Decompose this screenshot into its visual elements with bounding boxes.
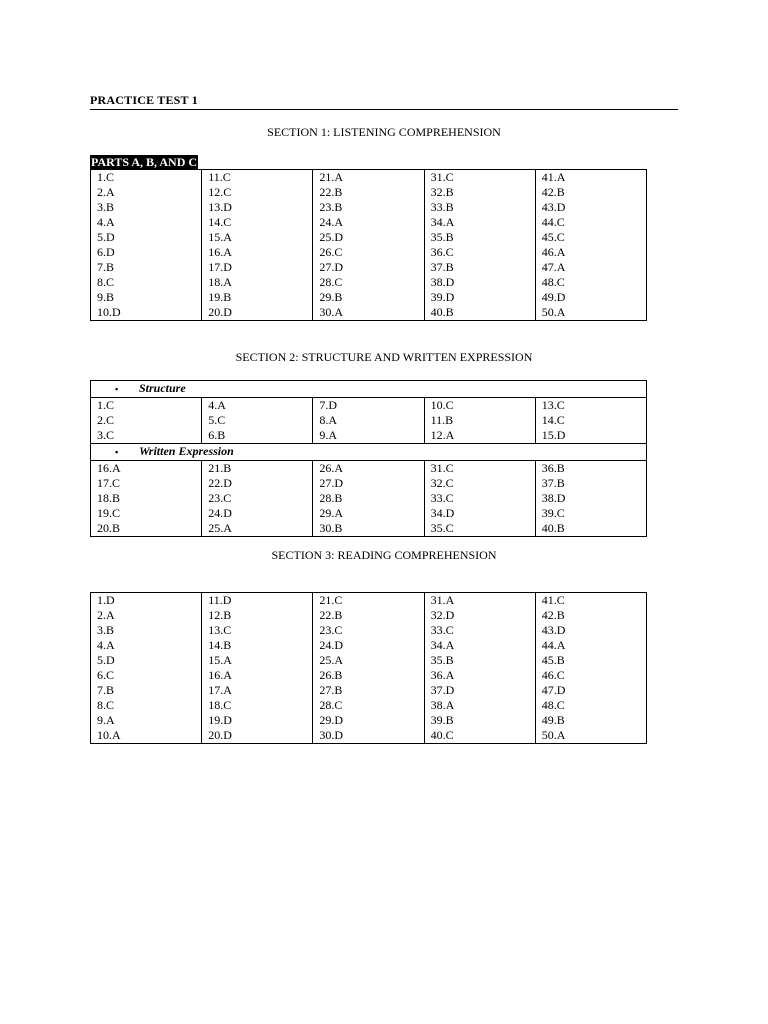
answer-cell: 4.A [97, 638, 115, 652]
answer-cell: 46.C [535, 668, 646, 683]
answer-cell: 36.C [424, 245, 535, 260]
answer-cell: 6.B [202, 428, 313, 444]
answer-cell: 23.B [313, 200, 424, 215]
answer-cell: 24.D [202, 506, 313, 521]
answer-cell: 9.A [97, 713, 115, 727]
answer-row [91, 275, 647, 290]
answer-cell: 4.A [97, 215, 115, 229]
answer-cell: 22.D [202, 476, 313, 491]
answer-cell: 21.A [313, 170, 424, 186]
answer-cell: 32.B [424, 185, 535, 200]
structure-subheader [91, 381, 647, 398]
bullet-icon: ▪ [115, 447, 119, 457]
answer-cell: 8.C [97, 698, 115, 712]
answer-cell: 22.B [313, 185, 424, 200]
answer-cell: 26.C [313, 245, 424, 260]
answer-row [91, 230, 647, 245]
answer-cell: 19.D [202, 713, 313, 728]
answer-cell: 39.C [535, 506, 646, 521]
answer-cell: 16.A [97, 461, 121, 475]
answer-cell: 41.C [535, 593, 646, 609]
answer-cell: 24.D [313, 638, 424, 653]
answer-row [91, 185, 647, 200]
answer-row [91, 413, 647, 428]
answer-row [91, 305, 647, 321]
answer-cell: 47.A [535, 260, 646, 275]
answer-cell: 8.C [97, 275, 115, 289]
answer-row [91, 260, 647, 275]
answer-cell: 23.C [202, 491, 313, 506]
answer-row [91, 491, 647, 506]
answer-row [91, 428, 647, 444]
answer-cell: 34.A [424, 638, 535, 653]
bullet-icon: ▪ [115, 384, 119, 394]
answer-cell: 10.D [97, 305, 121, 319]
answer-cell: 8.A [313, 413, 424, 428]
answer-cell: 29.A [313, 506, 424, 521]
answer-cell: 50.A [535, 305, 646, 321]
answer-cell: 28.B [313, 491, 424, 506]
answer-cell: 38.A [424, 698, 535, 713]
answer-cell: 15.A [202, 230, 313, 245]
answer-cell: 29.D [313, 713, 424, 728]
answer-cell: 18.A [202, 275, 313, 290]
written-expression-label: Written Expression [139, 444, 234, 458]
answer-cell: 25.A [202, 521, 313, 537]
answer-cell: 43.D [535, 623, 646, 638]
answer-cell: 34.D [424, 506, 535, 521]
answer-cell: 13.D [202, 200, 313, 215]
answer-cell: 36.B [535, 461, 646, 477]
answer-cell: 14.C [535, 413, 646, 428]
answer-cell: 43.D [535, 200, 646, 215]
structure-rows [91, 398, 647, 444]
section3-answer-table [90, 592, 647, 744]
section1-answer-table [90, 169, 647, 321]
answer-cell: 20.D [202, 728, 313, 744]
written-expression-subheader [91, 444, 647, 461]
answer-cell: 17.D [202, 260, 313, 275]
answer-cell: 22.B [313, 608, 424, 623]
answer-cell: 17.C [97, 476, 121, 490]
answer-cell: 20.D [202, 305, 313, 321]
answer-row [91, 698, 647, 713]
answer-cell: 32.C [424, 476, 535, 491]
answer-cell: 36.A [424, 668, 535, 683]
answer-cell: 48.C [535, 275, 646, 290]
answer-cell: 11.C [202, 170, 313, 186]
answer-cell: 38.D [424, 275, 535, 290]
parts-label: PARTS A, B, AND C [91, 155, 198, 169]
answer-cell: 29.B [313, 290, 424, 305]
answer-row [91, 668, 647, 683]
answer-cell: 32.D [424, 608, 535, 623]
answer-cell: 42.B [535, 185, 646, 200]
answer-cell: 40.B [424, 305, 535, 321]
answer-row [91, 728, 647, 744]
answer-row [91, 521, 647, 537]
answer-cell: 31.C [424, 461, 535, 477]
answer-cell: 2.A [97, 608, 115, 622]
answer-row [91, 476, 647, 491]
answer-cell: 18.C [202, 698, 313, 713]
structure-label: Structure [139, 381, 186, 395]
answer-cell: 49.D [535, 290, 646, 305]
answer-cell: 28.C [313, 275, 424, 290]
answer-cell: 21.C [313, 593, 424, 609]
answer-cell: 38.D [535, 491, 646, 506]
answer-cell: 5.D [97, 230, 115, 244]
page-title: PRACTICE TEST 1 [90, 93, 198, 107]
answer-cell: 10.A [97, 728, 121, 742]
answer-cell: 1.C [97, 398, 115, 412]
answer-cell: 19.C [97, 506, 121, 520]
written-expression-rows [91, 461, 647, 537]
answer-row [91, 461, 647, 477]
answer-row [91, 713, 647, 728]
answer-cell: 27.D [313, 476, 424, 491]
answer-cell: 12.B [202, 608, 313, 623]
answer-cell: 27.B [313, 683, 424, 698]
answer-cell: 5.D [97, 653, 115, 667]
answer-cell: 47.D [535, 683, 646, 698]
section2-answer-table [90, 380, 647, 537]
answer-cell: 9.B [97, 290, 115, 304]
answer-cell: 14.C [202, 215, 313, 230]
answer-cell: 39.B [424, 713, 535, 728]
answer-cell: 42.B [535, 608, 646, 623]
answer-cell: 48.C [535, 698, 646, 713]
answer-row [91, 608, 647, 623]
answer-cell: 6.D [97, 245, 115, 259]
answer-cell: 16.A [202, 668, 313, 683]
answer-cell: 31.C [424, 170, 535, 186]
answer-cell: 3.C [97, 428, 115, 442]
answer-cell: 23.C [313, 623, 424, 638]
answer-cell: 15.A [202, 653, 313, 668]
answer-cell: 13.C [535, 398, 646, 414]
answer-cell: 39.D [424, 290, 535, 305]
answer-cell: 37.D [424, 683, 535, 698]
answer-row [91, 290, 647, 305]
answer-cell: 6.C [97, 668, 115, 682]
answer-cell: 27.D [313, 260, 424, 275]
answer-cell: 26.A [313, 461, 424, 477]
answer-row [91, 506, 647, 521]
section3-rows [91, 593, 647, 744]
answer-cell: 13.C [202, 623, 313, 638]
answer-cell: 37.B [424, 260, 535, 275]
answer-cell: 19.B [202, 290, 313, 305]
answer-cell: 7.B [97, 260, 115, 274]
answer-row [91, 683, 647, 698]
answer-cell: 3.B [97, 623, 115, 637]
answer-row [91, 245, 647, 260]
answer-cell: 1.D [97, 593, 115, 607]
answer-cell: 4.A [202, 398, 313, 414]
section1-heading: SECTION 1: LISTENING COMPREHENSION [267, 125, 501, 139]
answer-cell: 24.A [313, 215, 424, 230]
answer-row [91, 170, 647, 186]
answer-cell: 11.B [424, 413, 535, 428]
answer-cell: 11.D [202, 593, 313, 609]
answer-cell: 18.B [97, 491, 121, 505]
answer-cell: 46.A [535, 245, 646, 260]
answer-cell: 35.B [424, 230, 535, 245]
answer-cell: 45.C [535, 230, 646, 245]
answer-cell: 21.B [202, 461, 313, 477]
answer-cell: 35.B [424, 653, 535, 668]
answer-cell: 2.C [97, 413, 115, 427]
answer-cell: 1.C [97, 170, 115, 184]
answer-cell: 25.D [313, 230, 424, 245]
answer-row [91, 593, 647, 609]
answer-cell: 5.C [202, 413, 313, 428]
answer-cell: 3.B [97, 200, 115, 214]
answer-cell: 44.A [535, 638, 646, 653]
answer-cell: 33.C [424, 623, 535, 638]
answer-cell: 16.A [202, 245, 313, 260]
answer-cell: 10.C [424, 398, 535, 414]
title-rule [90, 109, 678, 110]
answer-row [91, 398, 647, 414]
answer-cell: 33.B [424, 200, 535, 215]
answer-cell: 40.C [424, 728, 535, 744]
answer-cell: 12.C [202, 185, 313, 200]
answer-cell: 26.B [313, 668, 424, 683]
answer-row [91, 638, 647, 653]
answer-cell: 7.B [97, 683, 115, 697]
answer-cell: 35.C [424, 521, 535, 537]
answer-cell: 25.A [313, 653, 424, 668]
answer-cell: 2.A [97, 185, 115, 199]
answer-cell: 30.A [313, 305, 424, 321]
answer-row [91, 215, 647, 230]
answer-cell: 33.C [424, 491, 535, 506]
answer-cell: 34.A [424, 215, 535, 230]
section2-heading: SECTION 2: STRUCTURE AND WRITTEN EXPRESSION [235, 350, 533, 364]
section1-rows [91, 170, 647, 321]
answer-row [91, 653, 647, 668]
answer-cell: 30.B [313, 521, 424, 537]
answer-cell: 17.A [202, 683, 313, 698]
answer-cell: 14.B [202, 638, 313, 653]
answer-cell: 9.A [313, 428, 424, 444]
answer-cell: 12.A [424, 428, 535, 444]
answer-cell: 30.D [313, 728, 424, 744]
answer-cell: 49.B [535, 713, 646, 728]
answer-cell: 28.C [313, 698, 424, 713]
answer-cell: 41.A [535, 170, 646, 186]
answer-cell: 20.B [97, 521, 121, 535]
answer-row [91, 200, 647, 215]
answer-cell: 37.B [535, 476, 646, 491]
answer-cell: 40.B [535, 521, 646, 537]
answer-cell: 15.D [535, 428, 646, 444]
section3-heading: SECTION 3: READING COMPREHENSION [271, 548, 497, 562]
answer-cell: 44.C [535, 215, 646, 230]
answer-cell: 31.A [424, 593, 535, 609]
answer-cell: 50.A [535, 728, 646, 744]
answer-cell: 7.D [313, 398, 424, 414]
answer-cell: 45.B [535, 653, 646, 668]
answer-row [91, 623, 647, 638]
